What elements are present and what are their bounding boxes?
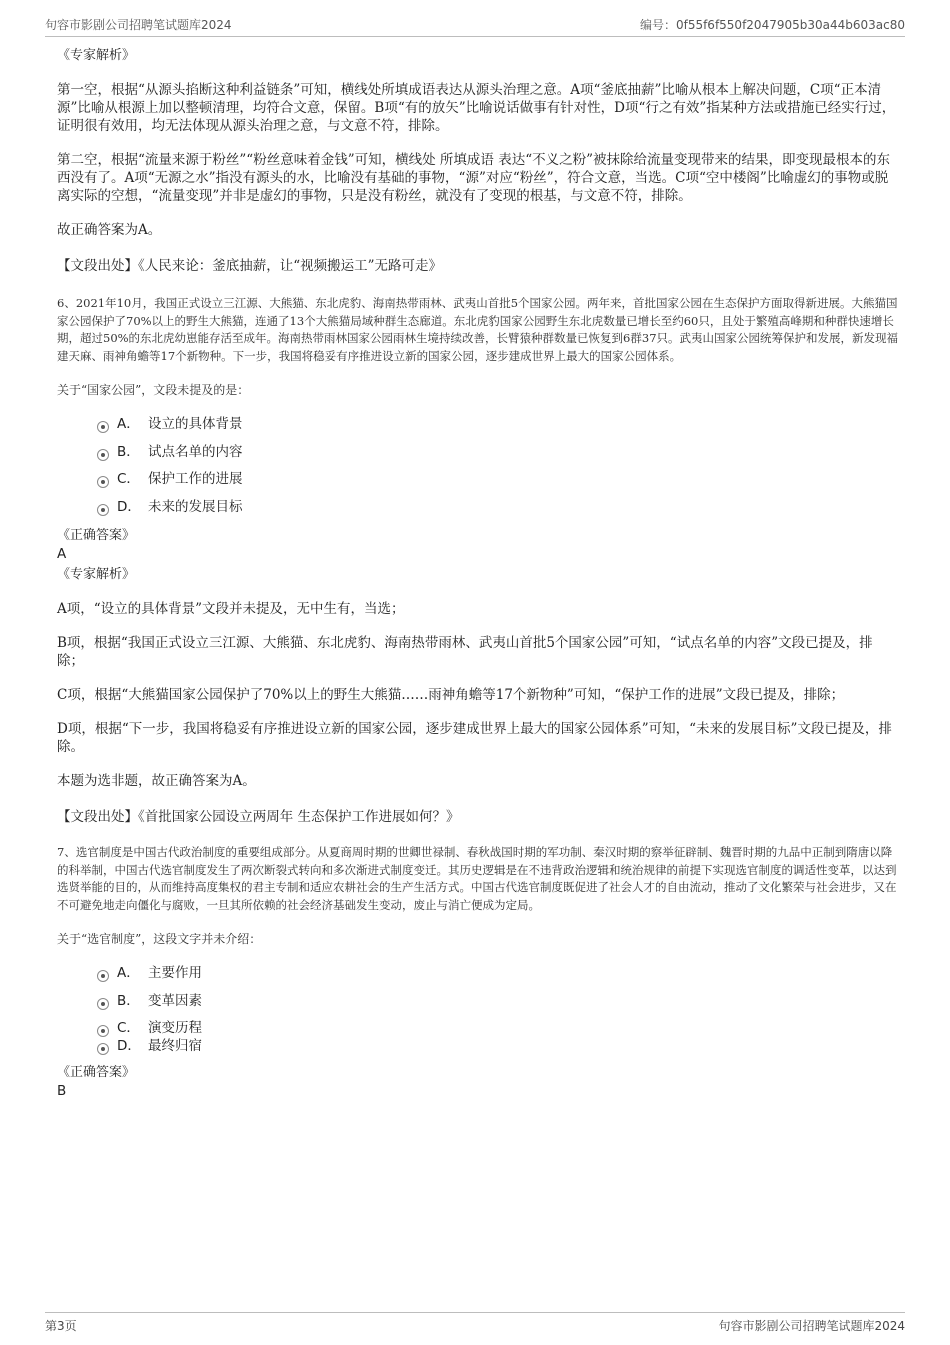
q6-answer-label: 《正确答案》 (57, 528, 136, 543)
q6-option-a[interactable]: A． 设立的具体背景 (97, 413, 898, 441)
q7-option-d[interactable]: D． 最终归宿 (97, 1035, 898, 1063)
header-title: 句容市影剧公司招聘笔试题库2024 (45, 18, 232, 32)
radio-icon[interactable] (97, 476, 109, 488)
q6-conclusion: 本题为选非题，故正确答案为A。 (57, 773, 256, 789)
page-header (45, 10, 905, 37)
q6-answer: A (57, 546, 67, 562)
header-doc-id: 编号：0f55f6f550f2047905b30a44b603ac80 (639, 18, 905, 32)
q6-analysis-c: C项，根据“大熊猫国家公园保护了70%以上的野生大熊猫……雨神角蟾等17个新物种”可知，“保护工作的进展”文段已提及，排除； (57, 687, 845, 703)
q6-analysis-label: 《专家解析》 (57, 567, 136, 582)
q7-passage: 7、选官制度是中国古代政治制度的重要组成部分。从夏商周时期的世卿世禄制、春秋战国时期的军功制、秦汉时期的察举征辟制、魏晋时期的九品中正制到隋唐以降的科举制，中国古代选官制度发生了两次断裂式转向和多次渐进式制度变迁。其历史逻辑是在不违背政治逻辑和统治规律的前提下实现选官制度的调适性变革，以达到选贤举能的目的，从而维持高度集权的君主专制和适应农耕社会的生产生活方式。中国古代选官制度既促进了社会人才的自由流动，推动了文化繁荣与社会进步，又在不可避免地走向僵化与腐败，一旦其所依赖的社会经济基础发生变动，废止与消亡便成为定局。 (57, 845, 897, 912)
q6-question: 关于“国家公园”，文段未提及的是： (57, 383, 250, 397)
page-footer (45, 1312, 905, 1337)
q7-option-a[interactable]: A． 主要作用 (97, 962, 898, 990)
q7-option-c[interactable]: C． 演变历程 (97, 1017, 898, 1035)
q7-question: 关于“选官制度”，这段文字并未介绍： (57, 932, 262, 946)
radio-icon[interactable] (97, 449, 109, 461)
radio-icon[interactable] (97, 504, 109, 516)
q6-options (57, 413, 898, 523)
q6-analysis-a: A项，“设立的具体背景”文段并未提及，无中生有，当选； (57, 601, 405, 617)
radio-icon[interactable] (97, 1043, 109, 1055)
radio-icon[interactable] (97, 998, 109, 1010)
footer-title: 句容市影剧公司招聘笔试题库2024 (718, 1319, 905, 1333)
q7-answer: B (57, 1082, 67, 1099)
q5-analysis-p1: 第一空，根据“从源头掐断这种利益链条”可知，横线处所填成语表达从源头治理之意。A项“釜底抽薪”比喻从根本上解决问题，C项“正本清源”比喻从根源上加以整顿清理，均符合文意，保留。B项“有的放矢”比喻说话做事有针对性，D项“行之有效”指某种方法或措施已经实行过，证明很有效用，均无法体现从源头治理之意，与文意不符，排除。 (57, 82, 896, 134)
q5-analysis-label: 《专家解析》 (57, 48, 136, 63)
q7-option-b[interactable]: B． 变革因素 (97, 990, 898, 1018)
q6-option-b[interactable]: B． 试点名单的内容 (97, 441, 898, 469)
radio-icon[interactable] (97, 421, 109, 433)
q6-option-c[interactable]: C． 保护工作的进展 (97, 468, 898, 496)
q6-option-d[interactable]: D． 未来的发展目标 (97, 496, 898, 524)
radio-icon[interactable] (97, 970, 109, 982)
q7-answer-label: 《正确答案》 (57, 1064, 136, 1080)
page-number: 第3页 (45, 1319, 77, 1333)
q6-passage: 6、2021年10月，我国正式设立三江源、大熊猫、东北虎豹、海南热带雨林、武夷山首批5个国家公园。两年来，首批国家公园在生态保护方面取得新进展。大熊猫国家公园保护了70%以上的野生大熊猫，连通了13个大熊猫局域种群生态廊道。东北虎豹国家公园野生东北虎数量已增长至约60只，且处于繁殖高峰期和种群快速增长期，超过50%的东北虎幼崽能存活至成年。海南热带雨林国家公园雨林生境持续改善，长臂猿种群数量已恢复到6群37只。武夷山国家公园统筹保护和发展，新发现福建天麻、雨神角蟾等17个新物种。下一步，我国将稳妥有序推进设立新的国家公园，逐步建成世界上最大的国家公园体系。 (57, 296, 899, 363)
q6-analysis-d: D项，根据“下一步，我国将稳妥有序推进设立新的国家公园，逐步建成世界上最大的国家公园体系”可知，“未来的发展目标”文段已提及，排除。 (57, 721, 892, 755)
q5-source: 【文段出处】《人民来论：釜底抽薪，让“视频搬运工”无路可走》 (57, 258, 443, 274)
q6-analysis-b: B项，根据“我国正式设立三江源、大熊猫、东北虎豹、海南热带雨林、武夷山首批5个国家公园”可知，“试点名单的内容”文段已提及，排除； (57, 635, 873, 669)
page-content (57, 44, 898, 1100)
q7-options (57, 962, 898, 1063)
q5-conclusion: 故正确答案为A。 (57, 222, 162, 238)
q6-source: 【文段出处】《首批国家公园设立两周年 生态保护工作进展如何？》 (57, 809, 460, 825)
q5-analysis-p2: 第二空，根据“流量来源于粉丝”“粉丝意味着金钱”可知，横线处 所填成语 表达“不义之粉”被抹除给流量变现带来的结果，即变现最根本的东西没有了。A项“无源之水”指没有源头的水，比喻没有基础的事物，“源”对应“粉丝”，符合文意，当选。C项“空中楼阁”比喻虚幻的事物或脱离实际的空想，“流量变现”并非是虚幻的事物，只是没有粉丝，就没有了变现的根基，与文意不符，排除。 (57, 152, 890, 204)
